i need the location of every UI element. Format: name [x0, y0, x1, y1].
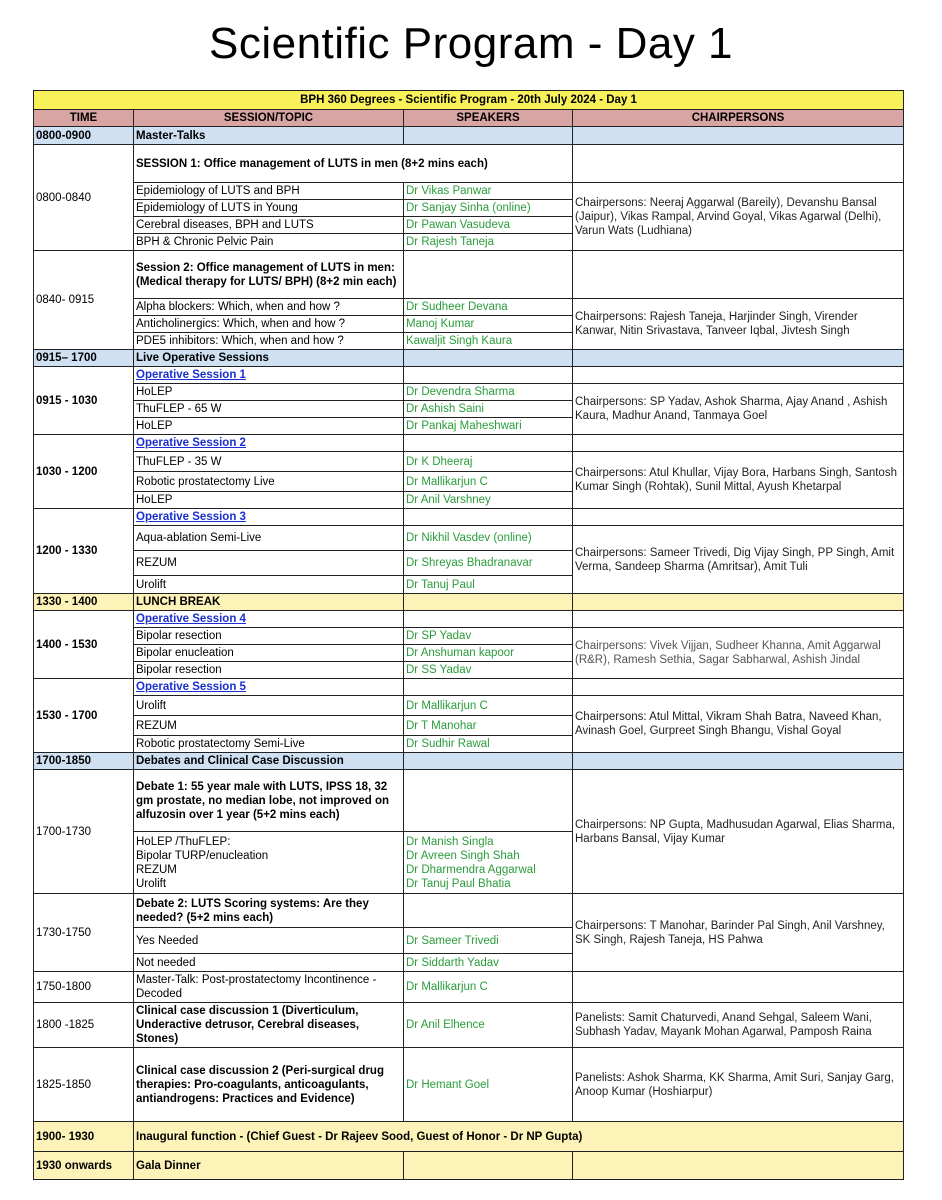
topic: Urolift — [136, 877, 167, 890]
chairpersons: Chairpersons: Sameer Trivedi, Dig Vijay Singh, PP Singh, Amit Verma, Sandeep Sharma (Amritsar), Amit Tuli — [573, 526, 904, 594]
table-banner: BPH 360 Degrees - Scientific Program - 20th July 2024 - Day 1 — [34, 91, 904, 110]
speaker: Dr Manish Singla — [406, 835, 494, 848]
topic: Bipolar TURP/enucleation — [136, 849, 269, 862]
section-time: 1700-1850 — [34, 753, 134, 770]
session-time: 1730-1750 — [34, 894, 134, 972]
topic: REZUM — [136, 863, 177, 876]
speaker: Dr Sameer Trivedi — [404, 928, 573, 954]
chairpersons: Chairpersons: NP Gupta, Madhusudan Agarwal, Elias Sharma, Harbans Bansal, Vijay Kumar — [573, 770, 904, 894]
section-row — [34, 127, 904, 145]
speaker: Dr Tanuj Paul — [404, 576, 573, 594]
break-label: Inaugural function - (Chief Guest - Dr Rajeev Sood, Guest of Honor - Dr NP Gupta) — [134, 1122, 904, 1152]
break-row — [34, 1152, 904, 1180]
chairpersons: Chairpersons: Atul Khullar, Vijay Bora, Harbans Singh, Santosh Kumar Singh (Rohtak), Sunil Mittal, Ayush Khetarpal — [573, 452, 904, 509]
session-time: 1750-1800 — [34, 972, 134, 1003]
chairpersons: Chairpersons: Atul Mittal, Vikram Shah Batra, Naveed Khan, Avinash Goel, Gurpreet Singh Bhangu, Vishal Goyal — [573, 696, 904, 753]
topic: Alpha blockers: Which, when and how ? — [134, 299, 404, 316]
table-banner-row — [34, 91, 904, 110]
session-title: Session 2: Office management of LUTS in men: (Medical therapy for LUTS/ BPH) (8+2 min each) — [134, 251, 404, 299]
table-header-row — [34, 110, 904, 127]
page-title: Scientific Program - Day 1 — [208, 19, 734, 68]
session-row — [34, 435, 904, 452]
session-title: Clinical case discussion 1 (Diverticulum, Underactive detrusor, Cerebral diseases, Stones) — [134, 1003, 404, 1048]
session-title: Debate 1: 55 year male with LUTS, IPSS 18, 32 gm prostate, no median lobe, not improved on alfuzosin over 1 year (5+2 mins each) — [134, 770, 404, 832]
speaker: Dr Sudhir Rawal — [404, 736, 573, 753]
topic: ThuFLEP - 35 W — [134, 452, 404, 472]
chairpersons: Chairpersons: Neeraj Aggarwal (Bareily), Devanshu Bansal (Jaipur), Vikas Rampal, Arvind Goyal, Vikas Agarwal (Delhi), Varun Wats (Ludhiana) — [573, 183, 904, 251]
session-row — [34, 1003, 904, 1048]
topic: Epidemiology of LUTS and BPH — [134, 183, 404, 200]
session-time: 1800 -1825 — [34, 1003, 134, 1048]
topic: Urolift — [134, 576, 404, 594]
break-row — [34, 1122, 904, 1152]
topic-row — [34, 452, 904, 472]
speaker: Dr Anil Elhence — [404, 1003, 573, 1048]
topic-row — [34, 299, 904, 316]
topic: Bipolar enucleation — [134, 645, 404, 662]
speaker: Dr SP Yadav — [404, 628, 573, 645]
chairpersons: Chairpersons: T Manohar, Barinder Pal Singh, Anil Varshney, SK Singh, Rajesh Taneja, HS Pahwa — [573, 894, 904, 972]
topic: Bipolar resection — [134, 662, 404, 679]
speaker: Dr Tanuj Paul Bhatia — [406, 877, 511, 890]
session-title: Clinical case discussion 2 (Peri-surgical drug therapies: Pro-coagulants, anticoagulants, antiandrogens: Practices and Evidence) — [134, 1048, 404, 1122]
panelists: Panelists: Ashok Sharma, KK Sharma, Amit Suri, Sanjay Garg, Anoop Kumar (Hoshiarpur) — [573, 1048, 904, 1122]
break-row — [34, 594, 904, 611]
speaker: Dr Avreen Singh Shah — [406, 849, 520, 862]
session-row — [34, 509, 904, 526]
speaker: Dr Shreyas Bhadranavar — [404, 551, 573, 576]
chairpersons: Chairpersons: Rajesh Taneja, Harjinder Singh, Virender Kanwar, Nitin Srivastava, Tanveer Iqbal, Jivtesh Singh — [573, 299, 904, 350]
operative-session-title: Operative Session 5 — [134, 679, 404, 696]
session-title: SESSION 1: Office management of LUTS in men (8+2 mins each) — [134, 145, 573, 183]
topic-row — [34, 183, 904, 200]
speaker: Dr Vikas Panwar — [404, 183, 573, 200]
topic: Cerebral diseases, BPH and LUTS — [134, 217, 404, 234]
session-time: 1200 - 1330 — [34, 509, 134, 594]
operative-session-title: Operative Session 4 — [134, 611, 404, 628]
speaker: Dr Nikhil Vasdev (online) — [404, 526, 573, 551]
speaker: Manoj Kumar — [404, 316, 573, 333]
topic: Yes Needed — [134, 928, 404, 954]
speaker: Dr Anil Varshney — [404, 492, 573, 509]
speaker: Dr Pawan Vasudeva — [404, 217, 573, 234]
speaker: Kawaljit Singh Kaura — [404, 333, 573, 350]
speaker: Dr Anshuman kapoor — [404, 645, 573, 662]
topic: Robotic prostatectomy Semi-Live — [134, 736, 404, 753]
session-time: 0840- 0915 — [34, 251, 134, 350]
session-row — [34, 251, 904, 299]
speaker: Dr Mallikarjun C — [404, 696, 573, 716]
speaker: Dr T Manohar — [404, 716, 573, 736]
session-row — [34, 367, 904, 384]
topic: Epidemiology of LUTS in Young — [134, 200, 404, 217]
operative-session-title: Operative Session 1 — [134, 367, 404, 384]
session-row — [34, 611, 904, 628]
section-label: Live Operative Sessions — [134, 350, 404, 367]
chairpersons: Chairpersons: SP Yadav, Ashok Sharma, Ajay Anand , Ashish Kaura, Madhur Anand, Tanmaya Goel — [573, 384, 904, 435]
chairpersons: Chairpersons: Vivek Vijjan, Sudheer Khanna, Amit Aggarwal (R&R), Ramesh Sethia, Sagar Sabharwal, Ashish Jindal — [573, 628, 904, 679]
operative-session-title: Operative Session 2 — [134, 435, 404, 452]
topic: Bipolar resection — [134, 628, 404, 645]
header-chairpersons: CHAIRPERSONS — [573, 110, 904, 127]
speaker: Dr Sudheer Devana — [404, 299, 573, 316]
speaker: Dr K Dheeraj — [404, 452, 573, 472]
session-time: 1700-1730 — [34, 770, 134, 894]
section-label: Master-Talks — [134, 127, 404, 145]
session-row — [34, 770, 904, 832]
break-label: Gala Dinner — [134, 1152, 404, 1180]
section-row — [34, 350, 904, 367]
topic-row — [34, 526, 904, 551]
session-time: 1030 - 1200 — [34, 435, 134, 509]
section-row — [34, 753, 904, 770]
speaker: Dr Mallikarjun C — [404, 972, 573, 1003]
speaker: Dr Pankaj Maheshwari — [404, 418, 573, 435]
speaker: Dr Hemant Goel — [404, 1048, 573, 1122]
session-time: 1825-1850 — [34, 1048, 134, 1122]
speaker: Dr Rajesh Taneja — [404, 234, 573, 251]
topic: Aqua-ablation Semi-Live — [134, 526, 404, 551]
speaker: Dr Sanjay Sinha (online) — [404, 200, 573, 217]
topic: REZUM — [134, 716, 404, 736]
topic: HoLEP — [134, 492, 404, 509]
break-time: 1930 onwards — [34, 1152, 134, 1180]
topic-row — [34, 696, 904, 716]
speaker: Dr SS Yadav — [404, 662, 573, 679]
topic: HoLEP — [134, 418, 404, 435]
program-table — [33, 90, 904, 1180]
session-row — [34, 972, 904, 1003]
speaker: Dr Ashish Saini — [404, 401, 573, 418]
speaker: Dr Dharmendra Aggarwal — [406, 863, 536, 876]
session-title: Debate 2: LUTS Scoring systems: Are they needed? (5+2 mins each) — [134, 894, 404, 928]
topic: HoLEP — [134, 384, 404, 401]
topic: ThuFLEP - 65 W — [134, 401, 404, 418]
topic: Urolift — [134, 696, 404, 716]
topic-row — [34, 384, 904, 401]
session-row — [34, 894, 904, 928]
section-time: 0800-0900 — [34, 127, 134, 145]
header-speakers: SPEAKERS — [404, 110, 573, 127]
session-row — [34, 1048, 904, 1122]
session-row — [34, 145, 904, 183]
speaker: Dr Devendra Sharma — [404, 384, 573, 401]
topic: Anticholinergics: Which, when and how ? — [134, 316, 404, 333]
topic: Robotic prostatectomy Live — [134, 472, 404, 492]
section-label: Debates and Clinical Case Discussion — [134, 753, 404, 770]
speaker: Dr Mallikarjun C — [404, 472, 573, 492]
break-time: 1330 - 1400 — [34, 594, 134, 611]
session-time: 1530 - 1700 — [34, 679, 134, 753]
topic: HoLEP /ThuFLEP: — [136, 835, 231, 848]
panelists: Panelists: Samit Chaturvedi, Anand Sehgal, Saleem Wani, Subhash Yadav, Mayank Mohan Agarwal, Pamposh Raina — [573, 1003, 904, 1048]
break-label: LUNCH BREAK — [134, 594, 404, 611]
header-session: SESSION/TOPIC — [134, 110, 404, 127]
speaker-list — [404, 832, 573, 894]
break-time: 1900- 1930 — [34, 1122, 134, 1152]
header-time: TIME — [34, 110, 134, 127]
session-row — [34, 679, 904, 696]
session-time: 0915 - 1030 — [34, 367, 134, 435]
topic: Not needed — [134, 954, 404, 972]
topic-row — [34, 628, 904, 645]
speaker: Dr Siddarth Yadav — [404, 954, 573, 972]
topic: BPH & Chronic Pelvic Pain — [134, 234, 404, 251]
topic: PDE5 inhibitors: Which, when and how ? — [134, 333, 404, 350]
operative-session-title: Operative Session 3 — [134, 509, 404, 526]
topic-list — [134, 832, 404, 894]
session-time: 1400 - 1530 — [34, 611, 134, 679]
topic: Master-Talk: Post-prostatectomy Incontinence - Decoded — [134, 972, 404, 1003]
section-time: 0915– 1700 — [34, 350, 134, 367]
session-time: 0800-0840 — [34, 145, 134, 251]
topic: REZUM — [134, 551, 404, 576]
